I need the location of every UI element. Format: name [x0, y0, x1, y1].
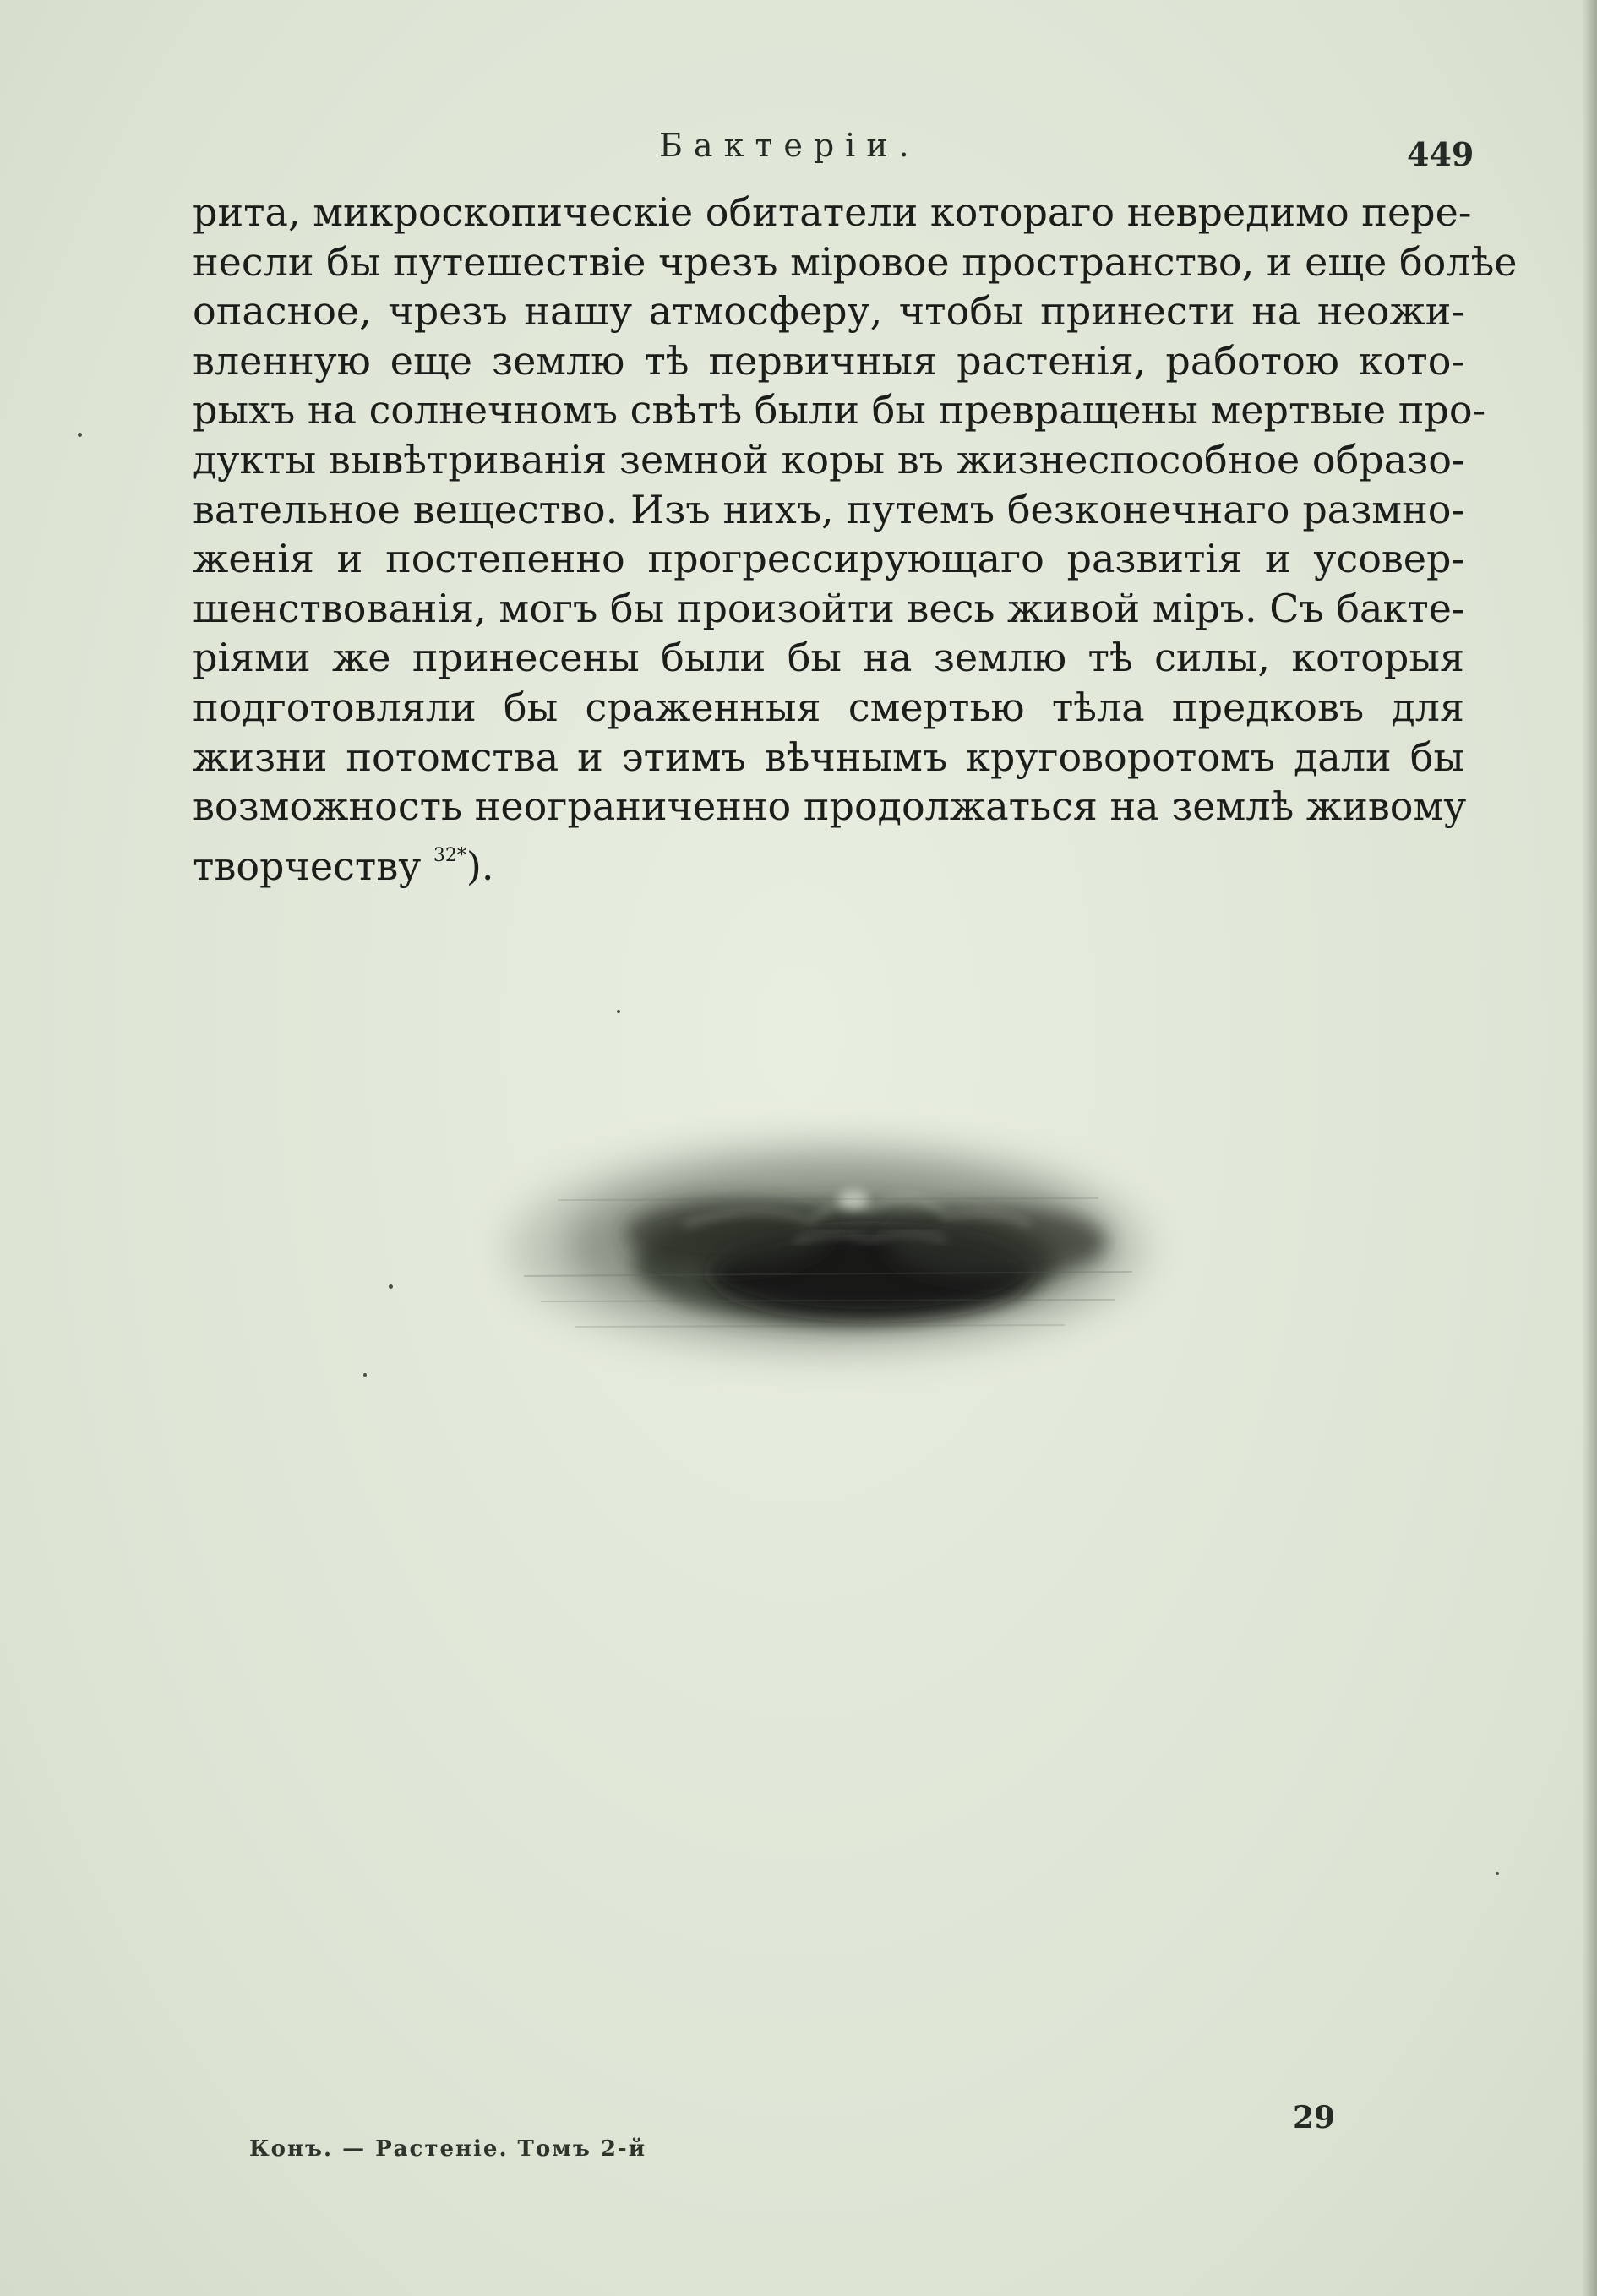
running-head: Бактеріи. — [659, 127, 920, 164]
text-line: подготовляли бы сраженныя смертью тѣла предковъ для — [193, 684, 1464, 730]
paper-speck — [617, 1010, 620, 1013]
text-line: опасное, чрезъ нашу атмосферу, чтобы принести на неожи- — [193, 288, 1464, 335]
text-line: женія и постепенно прогрессирующаго развитія и усовер- — [193, 536, 1464, 582]
paper-speck — [78, 433, 82, 437]
page-number: 449 — [1407, 135, 1474, 173]
text-line: несли бы путешествіе чрезъ міровое пространство, и еще болѣе — [193, 238, 1518, 285]
signature-number: 29 — [1293, 2100, 1336, 2135]
text-line: рита, микроскопическіе обитатели котораго невредимо пере- — [193, 189, 1472, 235]
imprint-footer: Конъ. — Растеніе. Томъ 2-й — [249, 2136, 646, 2162]
text-line: шенствованія, могъ бы произойти весь живой міръ. Съ бакте- — [193, 585, 1465, 631]
page-edge-shadow — [1582, 0, 1597, 2296]
text-line: вленную еще землю тѣ первичныя растенія, работою кото- — [193, 337, 1464, 384]
paper-speck — [1496, 1872, 1499, 1875]
text-line: возможность неограниченно продолжаться на землѣ живому — [193, 783, 1467, 830]
cloud-vignette-illustration — [473, 1099, 1183, 1394]
text-line: жизни потомства и этимъ вѣчнымъ круговоротомъ дали бы — [193, 734, 1464, 780]
text-line-last — [193, 832, 1464, 892]
last-line-tail: ). — [466, 843, 494, 889]
paper-speck — [363, 1373, 367, 1377]
text-line: дукты вывѣтриванія земной коры въ жизнеспособное образо- — [193, 436, 1465, 483]
paper-speck — [389, 1284, 393, 1289]
body-paragraph — [193, 188, 1518, 891]
text-line: ріями же принесены были бы на землю тѣ силы, которыя — [193, 635, 1464, 681]
last-line-text: творчеству — [193, 843, 433, 889]
text-line: рыхъ на солнечномъ свѣтѣ были бы превращены мертвые про- — [193, 387, 1486, 434]
footnote-reference: 32* — [433, 844, 466, 866]
text-line: вательное вещество. Изъ нихъ, путемъ безконечнаго размно- — [193, 486, 1464, 532]
